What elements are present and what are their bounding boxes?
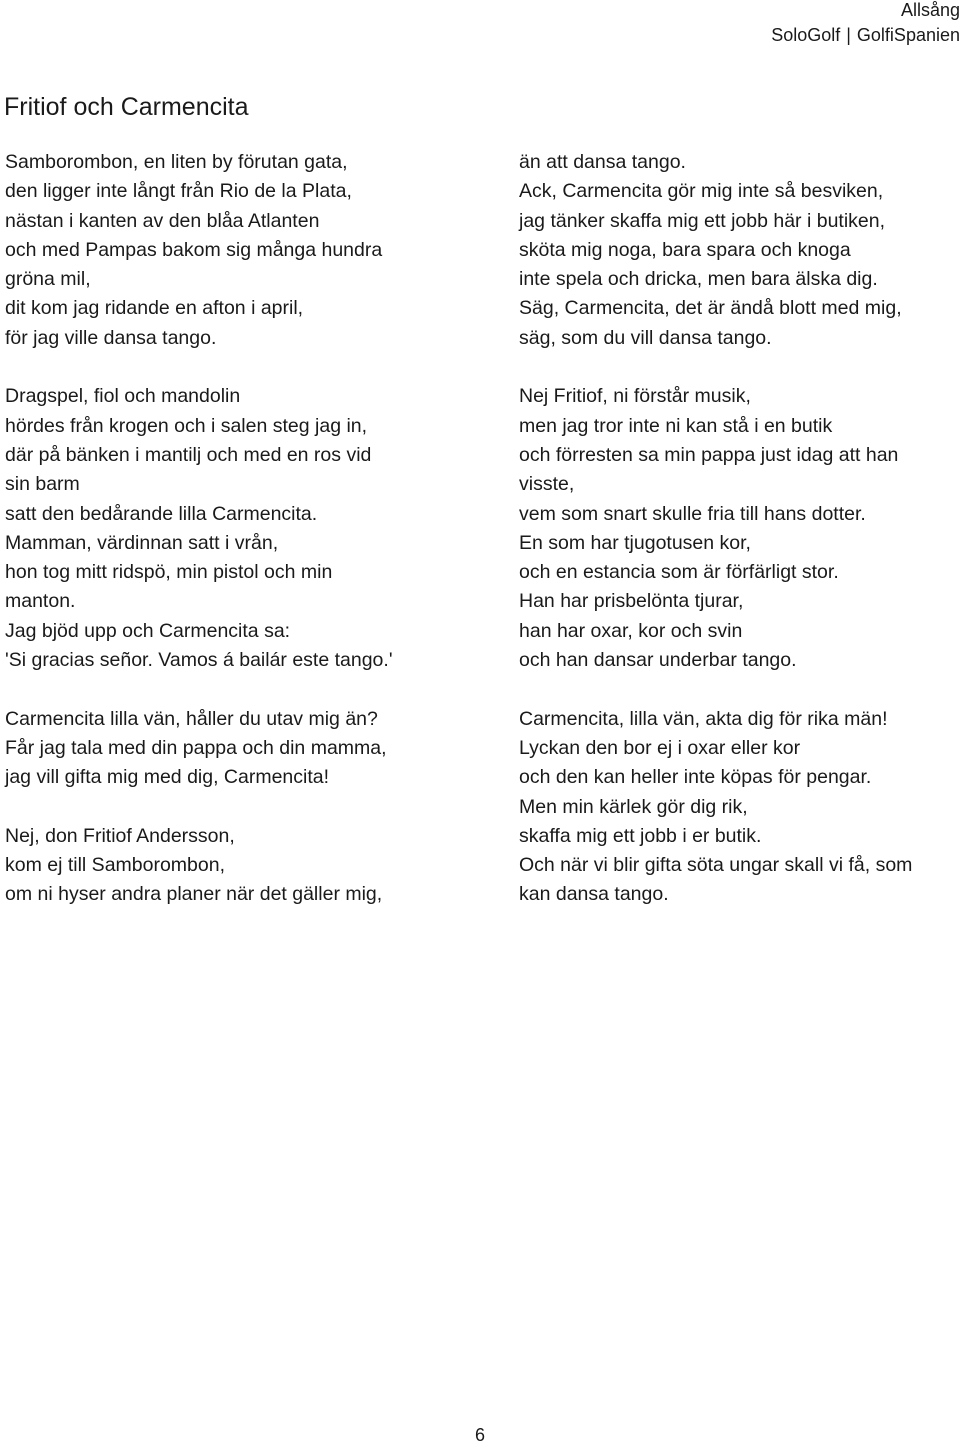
lyric-line: Ack, Carmencita gör mig inte så besviken,	[519, 180, 884, 203]
lyric-line: säg, som du vill dansa tango.	[519, 326, 772, 349]
stanza	[5, 705, 475, 793]
page-header	[560, 0, 960, 48]
lyric-line: och den kan heller inte köpas för pengar.	[519, 766, 872, 789]
lyric-line: Carmencita lilla vän, håller du utav mig än?	[5, 707, 378, 730]
lyric-line: hon tog mitt ridspö, min pistol och min	[5, 561, 333, 584]
lyric-line: men jag tror inte ni kan stå i en butik	[519, 414, 833, 437]
lyric-line: jag tänker skaffa mig ett jobb här i butiken,	[519, 209, 886, 232]
lyric-line: dit kom jag ridande en afton i april,	[5, 297, 304, 320]
lyric-line: Men min kärlek gör dig rik,	[519, 795, 748, 818]
lyric-line: inte spela och dricka, men bara älska dig.	[519, 268, 878, 291]
lyric-line: kom ej till Samborombon,	[5, 854, 226, 877]
lyric-line: sin barm	[5, 473, 80, 496]
lyric-line: manton.	[5, 590, 76, 613]
lyric-line: vem som snart skulle fria till hans dotter.	[519, 502, 866, 525]
lyric-line: skaffa mig ett jobb i er butik.	[519, 824, 762, 847]
stanza	[519, 148, 960, 353]
lyric-line: gröna mil,	[5, 268, 91, 291]
lyric-line: Nej Fritiof, ni förstår musik,	[519, 385, 751, 408]
lyric-line: Och när vi blir gifta söta ungar skall vi få, som	[519, 854, 913, 877]
lyric-line: än att dansa tango.	[519, 151, 686, 173]
stanza	[519, 382, 960, 675]
lyric-line: Mamman, värdinnan satt i vrån,	[5, 531, 279, 554]
lyric-line: Jag bjöd upp och Carmencita sa:	[5, 619, 291, 642]
stanza	[5, 382, 475, 675]
lyrics-right-column	[519, 148, 960, 939]
page-number: 6	[474, 1425, 485, 1445]
lyric-line: om ni hyser andra planer när det gäller mig,	[5, 883, 383, 906]
lyric-line: Carmencita, lilla vän, akta dig för rika män!	[519, 707, 888, 730]
lyric-line: En som har tjugotusen kor,	[519, 531, 751, 554]
lyric-line: han har oxar, kor och svin	[519, 619, 743, 642]
lyric-line: där på bänken i mantilj och med en ros vid	[5, 443, 372, 466]
lyric-line: sköta mig noga, bara spara och knoga	[519, 238, 851, 261]
stanza	[5, 148, 475, 353]
lyric-line: Nej, don Fritiof Andersson,	[5, 824, 235, 847]
header-site-name: GolfiSpanien	[856, 25, 960, 45]
lyric-line: för jag ville dansa tango.	[5, 326, 217, 349]
header-source	[560, 23, 960, 48]
header-separator: |	[846, 25, 851, 45]
header-section-title: Allsång	[900, 0, 960, 20]
header-source-name: SoloGolf	[771, 25, 841, 45]
lyric-line: kan dansa tango.	[519, 883, 669, 906]
lyric-line: 'Si gracias señor. Vamos á bailár este tango.'	[5, 649, 393, 672]
lyric-line: och en estancia som är förfärligt stor.	[519, 561, 839, 584]
lyric-line: hördes från krogen och i salen steg jag in,	[5, 414, 368, 437]
lyric-line: visste,	[519, 473, 575, 496]
stanza	[519, 705, 960, 910]
lyric-line: satt den bedårande lilla Carmencita.	[5, 502, 318, 525]
lyric-line: Får jag tala med din pappa och din mamma,	[5, 736, 387, 759]
lyric-line: den ligger inte långt från Rio de la Plata,	[5, 180, 352, 203]
lyric-line: nästan i kanten av den blåa Atlanten	[5, 209, 320, 232]
lyric-line: Samborombon, en liten by förutan gata,	[5, 151, 348, 173]
lyric-line: Lyckan den bor ej i oxar eller kor	[519, 736, 801, 759]
lyrics-left-column	[5, 148, 475, 939]
lyric-line: Han har prisbelönta tjurar,	[519, 590, 744, 613]
lyric-line: och han dansar underbar tango.	[519, 649, 797, 672]
song-title: Fritiof och Carmencita	[4, 93, 249, 121]
lyric-line: Dragspel, fiol och mandolin	[5, 385, 241, 408]
lyric-line: och förresten sa min pappa just idag att han	[519, 443, 899, 466]
lyric-line: jag vill gifta mig med dig, Carmencita!	[5, 766, 330, 789]
lyric-line: Säg, Carmencita, det är ändå blott med mig,	[519, 297, 902, 320]
lyric-line: och med Pampas bakom sig många hundra	[5, 238, 383, 261]
stanza	[5, 822, 475, 910]
